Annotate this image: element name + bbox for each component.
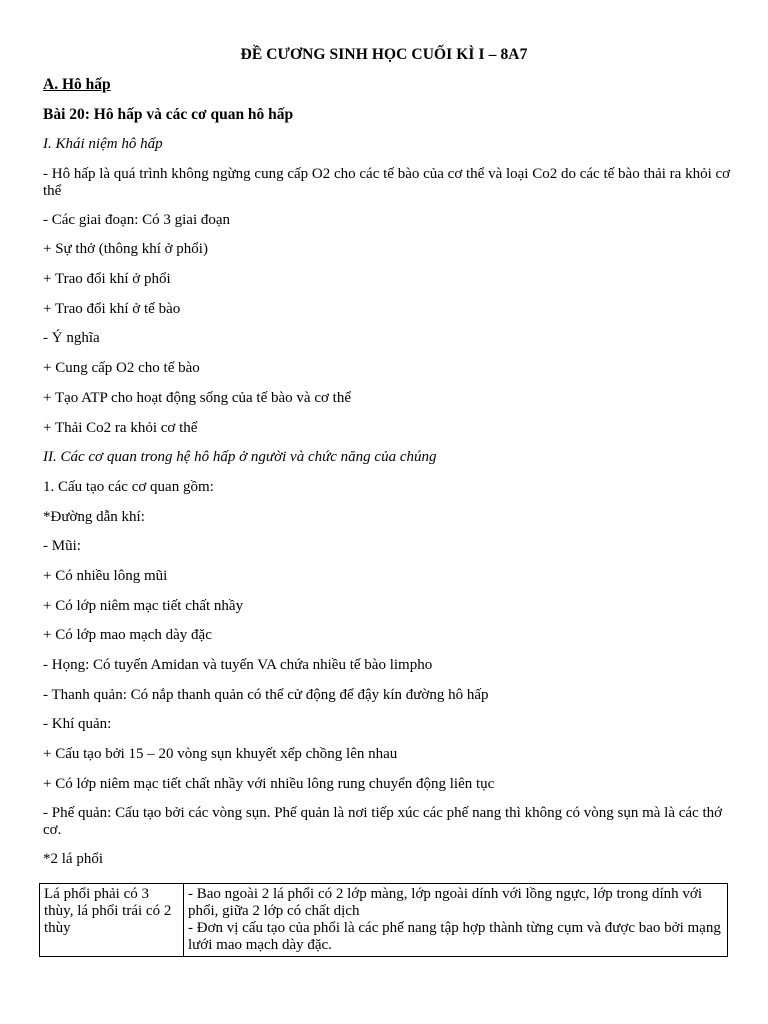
subheading-concept: I. Khái niệm hô hấp [43,136,163,152]
paragraph-bronchi: - Phế quản: Cấu tạo bởi các vòng sụn. Phế quản là nơi tiếp xúc các phế nang thì không có vòng sụn mà là các thớ cơ. [43,805,723,839]
table-cell-lobes: Lá phổi phải có 3 thùy, lá phổi trái có 2 thùy [40,884,184,957]
text-line: + Có nhiều lông mũi [43,567,168,584]
text-line: - Thanh quản: Có nắp thanh quản có thể cử động để đậy kín đường hô hấp [43,686,489,703]
text-line: *Đường dẫn khí: [43,508,145,525]
content-body [43,136,733,881]
text-line: + Trao đổi khí ở tế bào [43,300,181,317]
text-line: + Có lớp niêm mạc tiết chất nhầy với nhiều lông rung chuyển động liên tục [43,775,495,792]
subheading-organs: II. Các cơ quan trong hệ hô hấp ở người và chức năng của chúng [43,449,437,466]
text-line: + Có lớp niêm mạc tiết chất nhầy [43,597,244,614]
text-line: 1. Cấu tạo các cơ quan gồm: [43,478,214,495]
text-line: - Mũi: [43,538,81,555]
table-cell-line: - Đơn vị cấu tạo của phổi là các phế nang tập hợp thành từng cụm và được bao bởi mạng lưới mao mạch dày đặc. [188,920,721,953]
table-cell-line: - Bao ngoài 2 lá phổi có 2 lớp màng, lớp ngoài dính với lồng ngực, lớp trong dính với phổi, giữa 2 lớp có chất dịch [188,886,702,919]
paragraph-definition: - Hô hấp là quá trình không ngừng cung cấp O2 cho các tế bào của cơ thể và loại Co2 do các tế bào thải ra khỏi cơ thể [43,165,731,199]
text-line: - Các giai đoạn: Có 3 giai đoạn [43,211,231,228]
text-line: + Có lớp mao mạch dày đặc [43,627,212,644]
lung-table [39,883,728,957]
text-line: + Thải Co2 ra khỏi cơ thể [43,419,198,436]
text-line: *2 lá phổi [43,851,103,868]
text-line: - Họng: Có tuyến Amidan và tuyến VA chứa nhiều tế bào limpho [43,657,433,673]
text-line: - Khí quản: [43,716,112,733]
text-line: + Trao đổi khí ở phổi [43,271,171,288]
text-line: + Cấu tạo bởi 15 – 20 vòng sụn khuyết xếp chồng lên nhau [43,746,398,763]
document-title: ĐỀ CƯƠNG SINH HỌC CUỐI KÌ I – 8A7 [240,46,528,63]
lesson-heading: Bài 20: Hô hấp và các cơ quan hô hấp [43,106,294,123]
text-line: - Ý nghĩa [43,330,100,347]
table-cell-structure [184,884,728,957]
text-line: + Cung cấp O2 cho tế bào [43,360,200,377]
text-line: + Sự thở (thông khí ở phổi) [43,241,208,258]
text-line: + Tạo ATP cho hoạt động sống của tế bào và cơ thể [43,389,351,406]
table-row [40,884,728,957]
section-heading: A. Hô hấp [43,76,111,93]
